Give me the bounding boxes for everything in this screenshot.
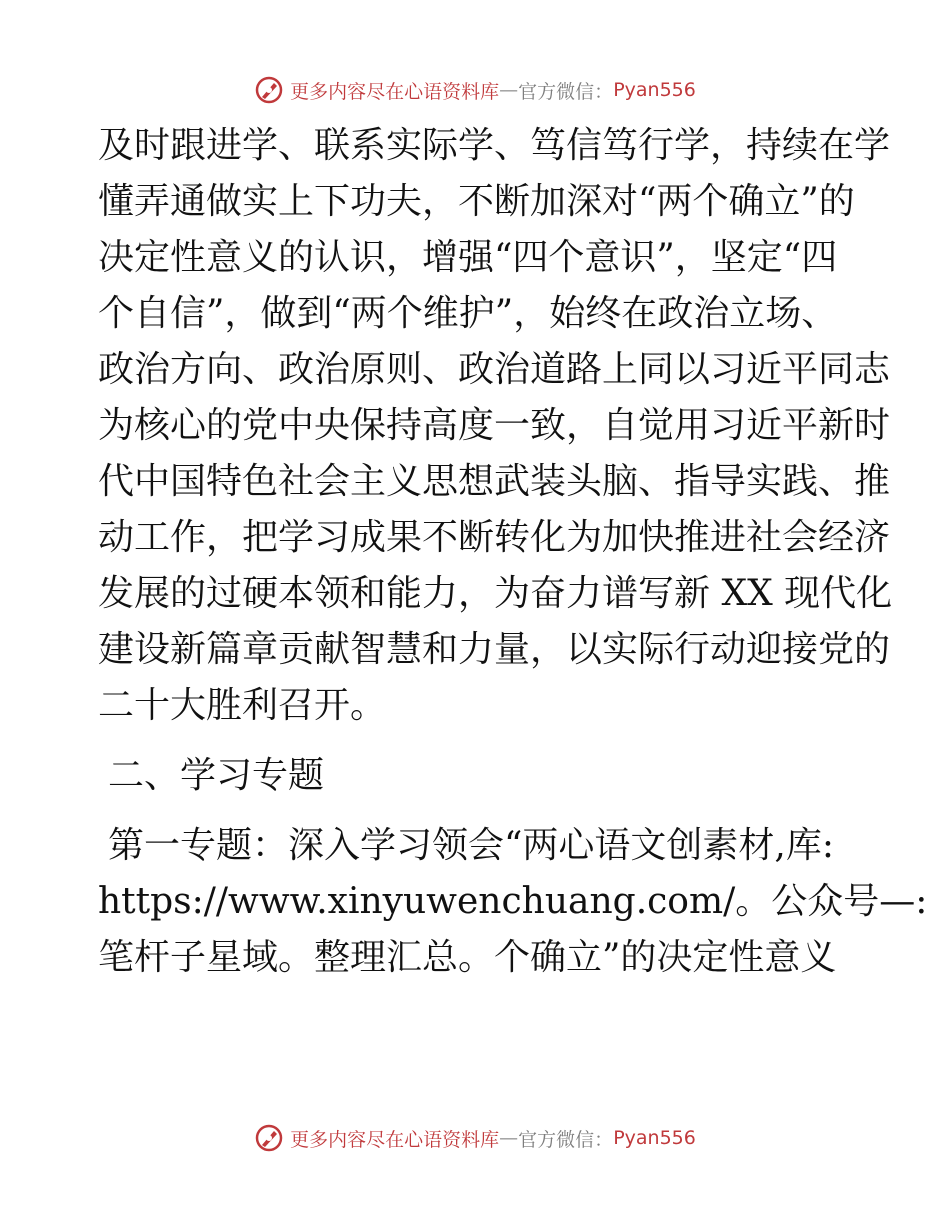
- banner-title: 更多内容尽在心语资料库: [290, 80, 500, 103]
- banner-separator: —: [499, 79, 519, 101]
- pen-circle-logo-icon: [254, 75, 284, 105]
- topic-line: https://www.xinyuwenchuang.com/。公众号—:: [98, 881, 928, 922]
- paragraph: [98, 118, 893, 734]
- banner-wechat-label: 官方微信：: [518, 1128, 614, 1151]
- banner-title: 更多内容尽在心语资料库: [290, 1128, 500, 1151]
- document-body: [98, 118, 928, 986]
- topic-line: 第一专题：深入学习领会“两心语文创素材,库:: [108, 825, 834, 866]
- paragraph-line: 决定性意义的认识，增强“四个意识”，坚定“四: [98, 237, 838, 278]
- paragraph-line: 代中国特色社会主义思想武装头脑、指导实践、推: [98, 461, 891, 502]
- paragraph-line: 懂弄通做实上下功夫，不断加深对“两个确立”的: [98, 181, 855, 222]
- paragraph-line: 个自信”，做到“两个维护”，始终在政治立场、: [98, 293, 838, 334]
- banner-wechat-id: Pyan556: [613, 79, 696, 101]
- paragraph-line: 发展的过硬本领和能力，为奋力谱写新 XX 现代化: [98, 573, 893, 614]
- pen-circle-logo-icon: [254, 1123, 284, 1153]
- section-heading: 二、学习专题: [108, 755, 325, 796]
- banner-separator: —: [499, 1127, 519, 1149]
- banner-wechat-id: Pyan556: [613, 1127, 696, 1149]
- paragraph-line: 二十大胜利召开。: [98, 685, 387, 726]
- header-watermark-banner: [0, 70, 950, 110]
- topic-paragraph: [98, 818, 858, 874]
- paragraph-line: 为核心的党中央保持高度一致，自觉用习近平新时: [98, 405, 891, 446]
- paragraph-line: 建设新篇章贡献智慧和力量，以实际行动迎接党的: [98, 629, 891, 670]
- topic-line: 笔杆子星域。整理汇总。个确立”的决定性意义: [98, 937, 837, 978]
- paragraph-line: 及时跟进学、联系实际学、笃信笃行学，持续在学: [98, 125, 891, 166]
- paragraph-line: 政治方向、政治原则、政治道路上同以习近平同志: [98, 349, 891, 390]
- footer-watermark-banner: [0, 1118, 950, 1158]
- paragraph-line: 动工作，把学习成果不断转化为加快推进社会经济: [98, 517, 891, 558]
- banner-wechat-label: 官方微信：: [518, 80, 614, 103]
